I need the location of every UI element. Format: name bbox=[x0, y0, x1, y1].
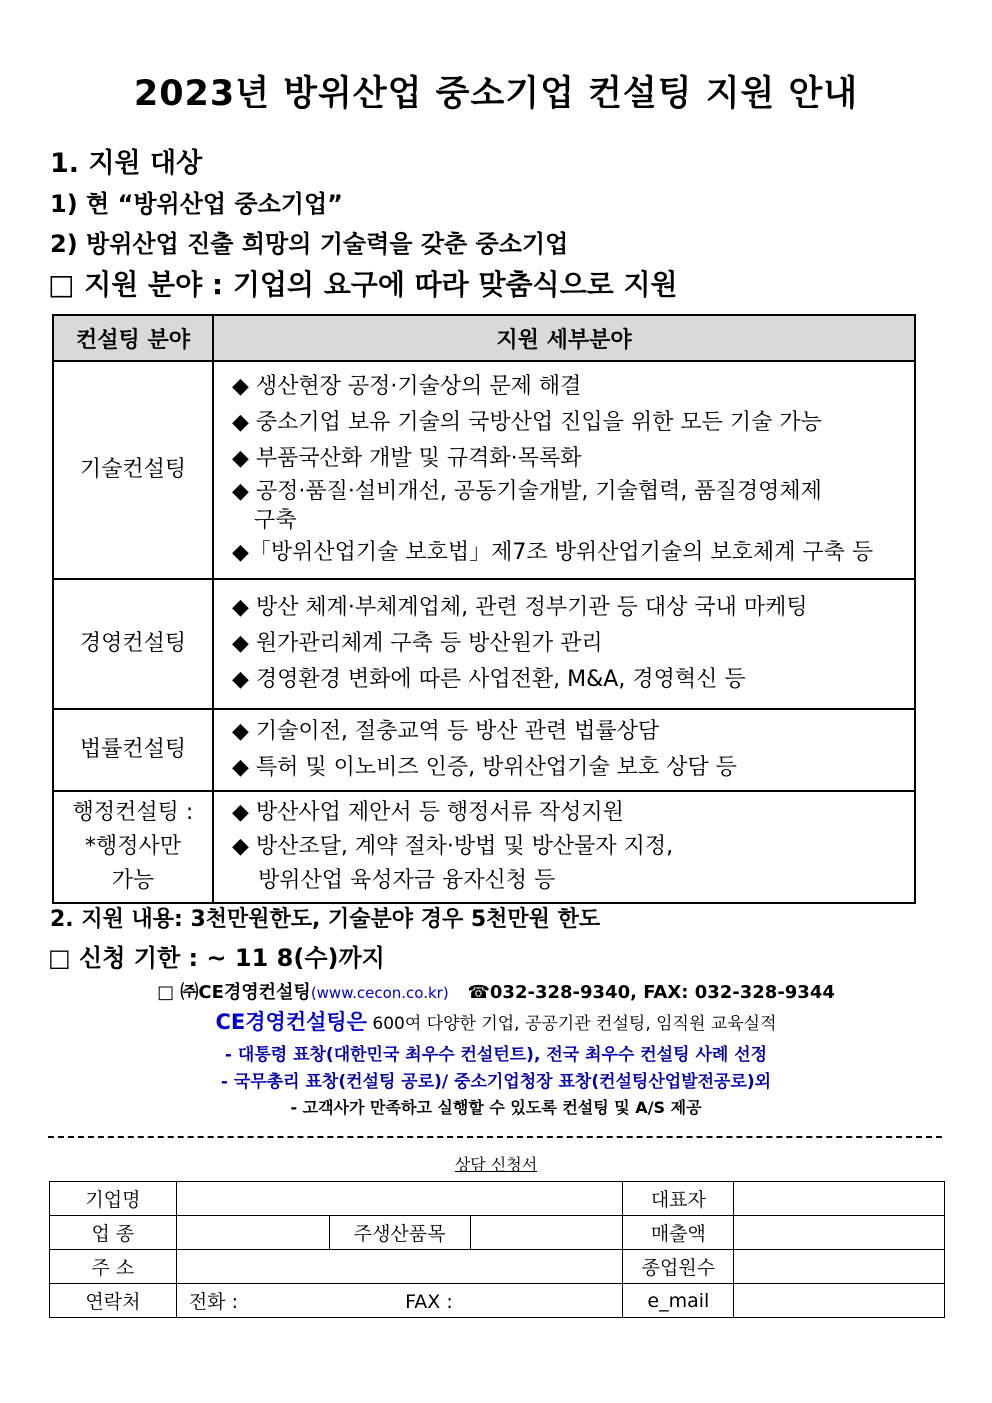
company-phone: ☎032-328-9340, FAX: 032-328-9344 bbox=[467, 982, 835, 1003]
category-cell bbox=[53, 709, 213, 791]
service-note: - 고객사가 만족하고 실행할 수 있도록 컨설팅 및 A/S 제공 bbox=[290, 1098, 702, 1117]
section1-item1: 1) 현 “방위산업 중소기업” bbox=[50, 190, 343, 218]
company-name-field[interactable] bbox=[176, 1182, 623, 1216]
table-header-category: 컨설팅 분야 bbox=[53, 315, 213, 361]
category-label: 경영컨설팅 bbox=[79, 631, 187, 656]
company-name: □ ㈜CE경영컨설팅 bbox=[157, 982, 311, 1003]
detail-item: ◆ 방산사업 제안서 등 행정서류 작성지원 bbox=[232, 800, 624, 825]
form-row bbox=[50, 1284, 945, 1318]
detail-item: ◆ 방산 체계·부체계업체, 관련 정부기관 등 대상 국내 마케팅 bbox=[232, 595, 808, 620]
intro-text: 600여 다양한 기업, 공공기관 컨설팅, 임직원 교육실적 bbox=[366, 1014, 777, 1034]
category-label: 행정컨설팅 : bbox=[72, 800, 194, 825]
table-row bbox=[53, 579, 915, 709]
award-line: - 대통령 표창(대한민국 최우수 컨설턴트), 전국 최우수 컨설팅 사례 선정 bbox=[224, 1045, 768, 1065]
detail-item: ◆ 방산조달, 계약 절차·방법 및 방산물자 지정, bbox=[232, 834, 674, 859]
main-product-field[interactable] bbox=[470, 1216, 623, 1250]
company-url: (www.cecon.co.kr) bbox=[310, 984, 449, 1002]
category-cell bbox=[53, 579, 213, 709]
category-cell bbox=[53, 361, 213, 579]
form-title: 상담 신청서 bbox=[454, 1155, 538, 1174]
industry-field[interactable] bbox=[176, 1216, 329, 1250]
ceo-field[interactable] bbox=[734, 1182, 945, 1216]
sales-label: 매출액 bbox=[623, 1216, 734, 1250]
main-product-label: 주생산품목 bbox=[329, 1216, 470, 1250]
table-row bbox=[53, 791, 915, 903]
contact-field[interactable] bbox=[176, 1284, 623, 1318]
deadline: □ 신청 기한 : ~ 11 8(수)까지 bbox=[48, 944, 385, 972]
details-cell bbox=[213, 709, 915, 791]
detail-item: ◆ 공정·품질·설비개선, 공동기술개발, 기술협력, 품질경영체제 bbox=[232, 479, 822, 504]
phone-label: 전화 : bbox=[188, 1291, 238, 1313]
company-intro bbox=[0, 1006, 992, 1036]
detail-item-continued: 구축 bbox=[254, 508, 297, 533]
detail-item: ◆ 부품국산화 개발 및 규격화·목록화 bbox=[232, 446, 582, 471]
detail-item: ◆ 경영환경 변화에 따른 사업전환, M&A, 경영혁신 등 bbox=[232, 667, 746, 692]
fax-label: FAX : bbox=[405, 1291, 453, 1313]
contact-line bbox=[0, 978, 992, 1004]
form-row bbox=[50, 1216, 945, 1250]
application-form bbox=[49, 1181, 945, 1318]
form-row bbox=[50, 1182, 945, 1216]
detail-item: ◆ 기술이전, 절충교역 등 방산 관련 법률상담 bbox=[232, 719, 660, 744]
award-line: - 국무총리 표창(컨설팅 공로)/ 중소기업청장 표창(컨설팅산업발전공로)외 bbox=[220, 1072, 772, 1092]
table-header-row bbox=[53, 315, 915, 361]
category-cell bbox=[53, 791, 213, 903]
section1-item2: 2) 방위산업 진출 희망의 기술력을 갖춘 중소기업 bbox=[50, 230, 569, 258]
details-cell bbox=[213, 361, 915, 579]
cut-line-divider bbox=[48, 1136, 942, 1138]
category-label: 가능 bbox=[111, 868, 155, 893]
field-heading: □ 지원 분야 : 기업의 요구에 따라 맞춤식으로 지원 bbox=[48, 268, 678, 301]
detail-item: ◆「방위산업기술 보호법」제7조 방위산업기술의 보호체계 구축 등 bbox=[232, 540, 874, 565]
detail-item: ◆ 생산현장 공정·기술상의 문제 해결 bbox=[232, 374, 582, 399]
industry-label: 업 종 bbox=[50, 1216, 177, 1250]
form-row bbox=[50, 1250, 945, 1284]
table-row bbox=[53, 709, 915, 791]
detail-item-continued: 방위산업 육성자금 융자신청 등 bbox=[258, 868, 556, 893]
category-label: *행정사만 bbox=[84, 834, 181, 859]
detail-item: ◆ 원가관리체계 구축 등 방산원가 관리 bbox=[232, 631, 603, 656]
address-field[interactable] bbox=[176, 1250, 623, 1284]
detail-item: ◆ 중소기업 보유 기술의 국방산업 진입을 위한 모든 기술 가능 bbox=[232, 410, 822, 435]
page-title: 2023년 방위산업 중소기업 컨설팅 지원 안내 bbox=[133, 74, 859, 114]
sales-field[interactable] bbox=[734, 1216, 945, 1250]
email-field[interactable] bbox=[734, 1284, 945, 1318]
table-header-details: 지원 세부분야 bbox=[213, 315, 915, 361]
details-cell bbox=[213, 579, 915, 709]
contact-label: 연락처 bbox=[50, 1284, 177, 1318]
support-field-table bbox=[52, 314, 916, 904]
category-label: 기술컨설팅 bbox=[79, 457, 187, 482]
company-name-label: 기업명 bbox=[50, 1182, 177, 1216]
ceo-label: 대표자 bbox=[623, 1182, 734, 1216]
employees-label: 종업원수 bbox=[623, 1250, 734, 1284]
employees-field[interactable] bbox=[734, 1250, 945, 1284]
details-cell bbox=[213, 791, 915, 903]
email-label: e_mail bbox=[623, 1284, 734, 1318]
section1-heading: 1. 지원 대상 bbox=[50, 148, 203, 179]
section2-support-amount: 2. 지원 내용: 3천만원한도, 기술분야 경우 5천만원 한도 bbox=[50, 907, 601, 932]
detail-item: ◆ 특허 및 이노비즈 인증, 방위산업기술 보호 상담 등 bbox=[232, 755, 737, 780]
brand-name: CE경영컨설팅은 bbox=[215, 1010, 367, 1034]
table-row bbox=[53, 361, 915, 579]
category-label: 법률컨설팅 bbox=[79, 737, 187, 762]
address-label: 주 소 bbox=[50, 1250, 177, 1284]
